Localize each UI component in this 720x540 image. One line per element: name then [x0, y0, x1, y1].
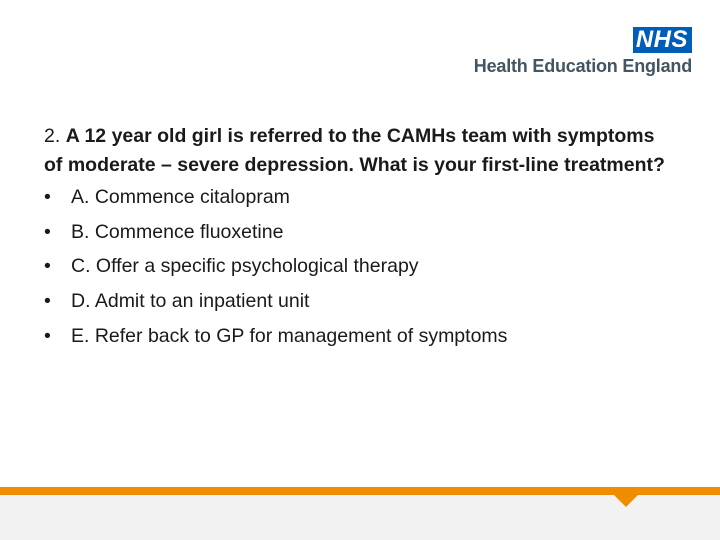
bullet-icon: •	[44, 290, 51, 313]
answer-option-c	[44, 249, 666, 284]
question-number: 2.	[44, 125, 61, 147]
bullet-icon: •	[44, 324, 51, 347]
option-label: C. Offer a specific psychological therapy	[71, 255, 419, 278]
option-label: A. Commence citalopram	[71, 186, 290, 208]
nhs-logo-badge: NHS	[633, 27, 692, 53]
answer-option-d	[44, 284, 666, 319]
question-text: A 12 year old girl is referred to the CAMHs team with symptoms of moderate – severe depression. What is your first-line treatment?	[44, 125, 665, 176]
footer-accent-bar	[0, 487, 720, 495]
option-label: B. Commence fluoxetine	[71, 220, 284, 243]
question-slide-body	[44, 122, 666, 354]
nhs-hee-logo	[474, 27, 692, 77]
bullet-icon: •	[44, 255, 51, 278]
answer-option-e	[44, 319, 666, 354]
answer-options-list	[44, 180, 666, 354]
organisation-name: Health Education England	[473, 56, 692, 76]
bullet-icon: •	[44, 220, 51, 243]
option-label: E. Refer back to GP for management of symptoms	[71, 324, 508, 347]
question-paragraph	[44, 122, 666, 180]
bullet-icon: •	[44, 186, 51, 208]
footer-background	[0, 495, 720, 540]
footer-notch-icon	[614, 495, 638, 507]
answer-option-b	[44, 215, 666, 250]
option-label: D. Admit to an inpatient unit	[71, 290, 310, 313]
answer-option-a	[44, 180, 666, 215]
